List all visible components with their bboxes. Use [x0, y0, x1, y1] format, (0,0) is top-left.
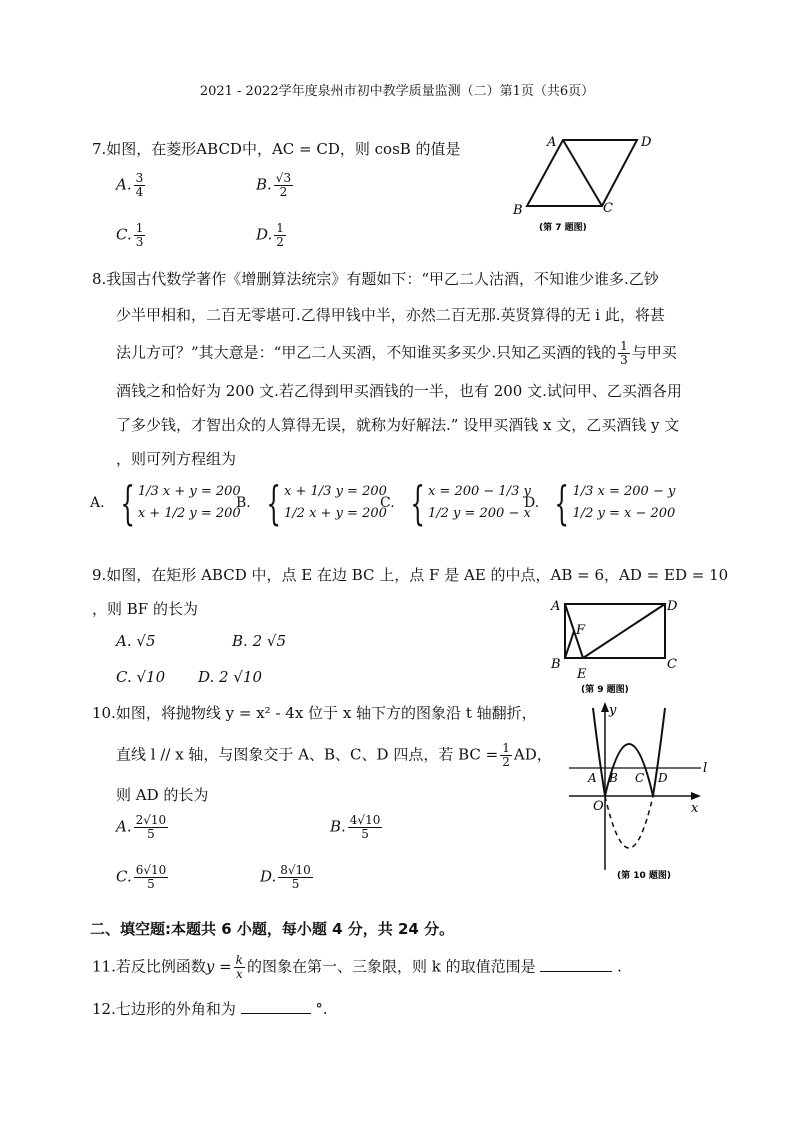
- q7-label-c: C: [603, 201, 613, 216]
- q7-label-a: A: [547, 135, 557, 150]
- q9-option-b: B. 2 √5: [232, 632, 286, 650]
- q9-label-e: E: [577, 667, 587, 682]
- q7-option-a: A. $\frac{3}{4}$: [116, 171, 144, 199]
- q8-option-c: C. { x = 200 − 1/3 y 1/2 y = 200 − x: [380, 476, 531, 530]
- q10-line1: 10.如图，将抛物线 y = x² - 4x 位于 x 轴下方的图象沿 t 轴翻折，: [92, 704, 537, 722]
- q10-line3: 则 AD 的长为: [116, 786, 209, 804]
- q11-line: 11.若反比例函数y = $\frac{k}{x}$ 的图象在第一、三象限，则 k 的取值范围是 .: [92, 953, 622, 981]
- q9-label-a: A: [551, 599, 561, 614]
- q9-label-c: C: [667, 657, 677, 672]
- q8-line1: 8.我国古代数学著作《增删算法统宗》有题如下：“甲乙二人沽酒，不知谁少谁多.乙钞: [92, 270, 659, 288]
- q10-label-d: D: [658, 771, 668, 785]
- q10-label-a: A: [588, 771, 597, 785]
- q12-answer-blank[interactable]: [241, 999, 311, 1014]
- q9-option-c: C. √10: [116, 668, 166, 686]
- q9-label-d: D: [667, 599, 678, 614]
- q10-caption: (第 10 题图): [617, 871, 672, 881]
- q7-label-d: D: [641, 135, 652, 150]
- q8-option-d: D. { 1/3 x = 200 − y 1/2 y = x − 200: [524, 476, 676, 530]
- q9-label-b: B: [551, 657, 561, 672]
- q10-label-c: C: [635, 771, 645, 785]
- q7-rhombus-figure: [505, 128, 675, 236]
- q9-caption: (第 9 题图): [581, 685, 629, 695]
- q7-label-b: B: [513, 203, 523, 218]
- q7-option-d: D. $\frac{1}{2}$: [256, 221, 284, 249]
- q7-option-c: C. $\frac{1}{3}$: [116, 221, 144, 249]
- q8-option-b: B. { x + 1/3 y = 200 1/2 x + y = 200: [236, 476, 387, 530]
- q10-option-c: C. $\frac{6√10}{5}$: [116, 863, 167, 891]
- q10-parabola-figure: [565, 700, 715, 882]
- q10-option-d: D. $\frac{8√10}{5}$: [260, 863, 311, 891]
- q7-stem: 7.如图，在菱形ABCD中，AC = CD，则 cosB 的值是: [92, 140, 461, 158]
- q9-rectangle-figure: [545, 594, 695, 698]
- q10-option-b: B. $\frac{4√10}{5}$: [330, 813, 381, 841]
- q12-line: 12.七边形的外角和为 °.: [92, 1000, 328, 1018]
- page-header: 2021 - 2022学年度泉州市初中教学质量监测（二）第1页（共6页）: [199, 84, 595, 99]
- q10-label-l: l: [703, 761, 708, 776]
- q10-option-a: A. $\frac{2√10}{5}$: [116, 813, 167, 841]
- q11-answer-blank[interactable]: [540, 957, 612, 972]
- q10-line2: 直线 l // x 轴，与图象交于 A、B、C、D 四点，若 BC = $\frac{1}{2}$ AD，: [116, 741, 552, 769]
- q8-line3: 法儿方可？”其大意是：“甲乙二人买酒，不知谁买多买少.只知乙买酒的钱的 $\frac{1}{3}$ 与甲买: [116, 339, 677, 367]
- q8-line6: ，则可列方程组为: [116, 450, 237, 468]
- q10-label-b: B: [609, 771, 618, 785]
- q8-line4: 酒钱之和恰好为 200 文.若乙得到甲买酒钱的一半，也有 200 文.试问甲、乙买酒各用: [116, 382, 682, 400]
- q10-label-o: O: [593, 799, 604, 814]
- q9-option-d: D. 2 √10: [198, 668, 263, 686]
- q9-line2: ，则 BF 的长为: [92, 600, 198, 618]
- q8-line2: 少半甲相和，二百无零堪可.乙得甲钱中半，亦然二百无那.英贤算得的无 i 此，将甚: [116, 306, 665, 324]
- q10-label-y: y: [609, 703, 617, 718]
- q7-option-b: B. $\frac{√3}{2}$: [256, 171, 292, 199]
- q9-label-f: F: [576, 623, 586, 638]
- q10-label-x: x: [691, 801, 699, 816]
- q7-caption: (第 7 题图): [539, 223, 587, 233]
- q9-option-a: A. √5: [116, 632, 156, 650]
- q8-option-a: A. { 1/3 x + y = 200 x + 1/2 y = 200: [90, 476, 241, 530]
- q8-line5: 了多少钱，才智出众的人算得无误，就称为好解法.” 设甲买酒钱 x 文，乙买酒钱 y 文: [116, 416, 680, 434]
- section2-title: 二、填空题:本题共 6 小题，每小题 4 分，共 24 分。: [90, 920, 455, 938]
- q9-line1: 9.如图，在矩形 ABCD 中，点 E 在边 BC 上，点 F 是 AE 的中点，AB = 6，AD = ED = 10: [92, 566, 729, 584]
